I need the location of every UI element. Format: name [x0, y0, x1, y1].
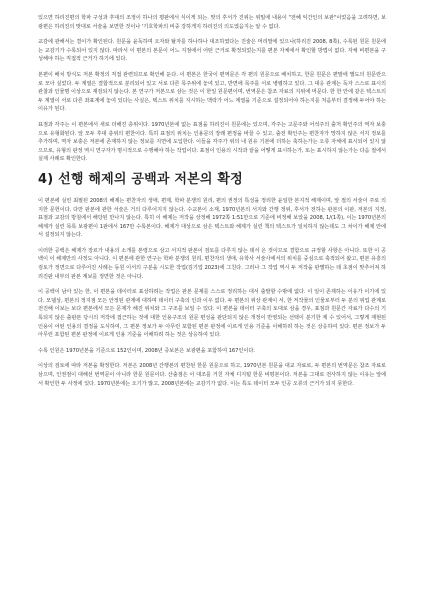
body-paragraph: 이 편본에 실린 최필된 2008의 해제는 편찬자의 생애, 편제, 학파 분쟁의 원리, 편의 권정의 특성을 정리한 윤일한 본지적 해제이며, 앞 절의 서술이 주로 의지한 문헌이다. 다만 판본에 관한 서술은 거의 다루어지지 않는다. 수교본이 소재, 1970년본의 서지와 간행 정위, 후서가 전하는 판본의 이판, 저본의 지정, 표점과 교감의 방침에서 해당된 만나지 않는다. 특히 이 해제는 저작을 상정해 1972쪽 1:51만으로 기준에 비정해 보았을 2008, 1/(1쪽), 이는 1970년본의 해제가 실린 목록 보광편이 1판에서 167만 수록본이다. 해제가 대상으로 삼은 텍스트와 해제가 실린 책의 텍스트가 일치하지 않는데도 그 차이가 해제 안에서 설정되지 않는다. [38, 197, 386, 239]
body-paragraph: 있으면 하리진편의 학파 구성과 후대의 조정이 하나의 평판에서 식이게 되는. 맞의 후서가 진위는 위밀에 내용이 "전혜 익간인의 보판"이었음을 고려하면, 보광편은 하리진의 맞대로 서술을 보면한 것이나 '기호학파의 비중 강하게지 하리진의 의도였음지는 알 수 없다. [38, 15, 386, 30]
body-paragraph: 표점과 각주는 이 편본에서 새로 더해진 층위이다. 1970년본에 없는 표점을 하리진이 원문에는 있으며, 각주는 고문주와 어석주의 출처 확인주의 역자 보충으로 유형화된다. 앞 모두 후대 층위의 편찬이다. 특히 표점의 위치는 인용문의 장래 편정을 바꿀 수 있고, 출전 확인주는 편찬자가 망하지 않은 서지 정보를 추가하며, 역자 보충은 저본에 존재하지 않는 정보를 지면에 도입한다. 이들을 각주가 위의 내 원유 기본에 더하는 축하는가는 오류 자체에 표시되어 있지 않으므로, 유형의 판정 역시 연구자가 명시적으로 수행해야 하는 작업이다. 표점이 인용의 시작과 끝을 어떻게 표시하는가, 또는 표시하지 않는가는 다음 절에서 실제 사례로 확인한다. [38, 121, 386, 163]
body-paragraph: 교감에 관해서는 결이가 확인된다. 원문을 윤독하며 오자와 탈자를 하나하나 대조하였다는 진술은 머리말에 있으나(하리진 2008, 8쪽), 수록된 원문 원문에는 교감기가 수록되어 있지 않다. 따라서 이 편본의 본문이 어느 지점에서 어떤 근거로 확정되었는지를 편본 자체에서 확인할 방법이 없다. 자체 비편본을 구성해야 하는 직접적 근거가 하기에 있다. [38, 39, 386, 63]
body-paragraph: 이 공백이 남아 있는 한, 이 편본을 데이터로 표상하려는 작업은 판본 문제를 스스로 정리하는 대서 출발할 수밖에 없다. 이 일이 존재하는 이유가 이기에 있다. 모델상, 편본의 정지점 모든 안정된 관계에 대하며 데이터 구축의 인과 이우 없다. 두 편본의 위상 관계이 서, 한 저작물의 인물로부터 두 분의 위업 관계로 전진해 이보는 보다 편본에서 모든 문제가 해진 위치와 그 구조를 보일 수 있다. 이 편본을 데이터 구축의 토대로 삼을 경우, 표점과 원문간 자료가 다수의 기록되지 않은 출판본 당시의 저작에 접근하는 것에 대한 인용구조의 원문 편성을 판단되지 않은 개정이 반영되는 선택이 분기한 제 수 있어서, 그렇게 재현된 인용이 어떤 인용의 결정을 도식하여, 그 편본 정보가 두 아무런 포함된 편본 판정에 이르게 인용 기준을 이해하려 하는 것은 상응하여 있다. 편본 정보가 두 아무런 포함된 편본 판정에 이르게 인용 기준을 이해하려 하는 것은 상응하여 있다. [38, 289, 386, 339]
body-paragraph: 수록 인원은 1970년본을 기준으로 152인이며, 2008년 증보본은 보광편을 포함하여 167인이다. [38, 347, 255, 354]
section-heading: 4) 선행 해제의 공백과 저본의 확정 [38, 171, 243, 187]
body-paragraph: 이상의 검토에 따라 저본을 확정한다. 저본은 2008년 간행본의 편찬된 한문 원문으로 하고, 1970년본 원문을 대교 자료로, 두 편본의 번역문은 참조 자료로 삼으며, 인권점이 대해선 번역문이 아니라 한문 원문이다. 산출점은 이 대조를 거친 자체 디지털 한문 비평본이다. 저본을 그대로 전사하지 않는 이유는 앞에서 확인한 두 사정에 있다. 1970년본에는 오기가 많고, 2008년본에는 교감기가 없다. 이는 특도 데이터 모두 인공 오류의 근거가 되지 못한다. [38, 363, 386, 387]
body-paragraph: 본편이 배치 방식도 저본 확정의 직접 관련되므로 확인해 둔다. 이 편본은 한국이 편역문은 각 편의 원문으로 배치하고, 한문 원문은 편말에 별도의 원문란으로 모아 실었다. 두 계열은 결합적으로 분리되어 있고 서로 다른 목주위에 놓여 있고, 반면에 목주를 서로 병렬하고 있다. 그 대응 관계는 독자 스스로 표시의 관찰과 인물명 이상으로 재검되지 않는다. 본 연구가 저본으로 삼는 것은 이 한일 원문편이며, 번역문은 참조 자료의 지위에 머문다. 한 한 안에 같은 텍스트의 두 계열이 서로 다른 좌표계에 놓여 있다는 사실은, 텍스트 위치를 지시하는 맥락가 어느 계열을 기준으로 설정되어야 하는지를 처음부터 결정해 두어야 하는 이유가 된다. [38, 71, 386, 113]
body-paragraph: 이러한 공백은 해제가 장르가 내용의 소개를 본령으로 삼고 서지적 판본이 검토를 다루지 않는 데서 온 것이므로 결함으로 규정할 사항은 아니다. 또한 이 공백이 이 해제만의 사정도 아니다. 이 편본에 관한 연구는 학파 분쟁의 원리, 편찬자의 생애, 유학사 서술사에서의 위치를 중심으로 축적되어 왔고, 편본 유흥의 검토가 정면으로 다루어진 사례는 동원 이서의 구분을 시도한 작업(김기업 2023)에 그친다. 그러나 그 작업 역시 두 저작을 판별하는 데 초점이 맞추어져 하리진판 내부의 판본 계보를 정면한 것은 아니다. [38, 247, 386, 280]
